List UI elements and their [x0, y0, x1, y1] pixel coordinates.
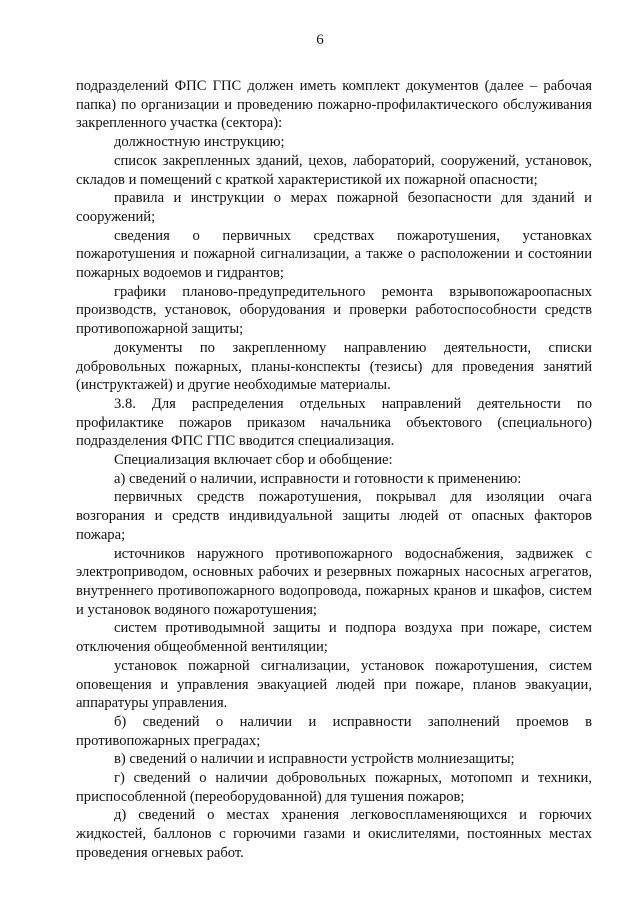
list-item-fire-safety-rules: правила и инструкции о мерах пожарной безопасности для зданий и сооружений;	[76, 190, 592, 225]
list-item-firefighting-means-info: сведения о первичных средствах пожаротушения, установках пожаротушения и пожарной сигнализации, а также о расположении и состоянии пожарных водоемов и гидрантов;	[76, 227, 592, 282]
sub-item-primary-means: первичных средств пожаротушения, покрывал для изоляции очага возгорания и средств индивидуальной защиты людей от опасных факторов пожара;	[76, 489, 592, 543]
list-item-activity-documents: документы по закрепленному направлению деятельности, списки добровольных пожарных, планы-конспекты (тезисы) для проведения занятий (инструктажей) и другие необходимые материалы.	[76, 339, 592, 394]
list-item-maintenance-schedules: графики планово-предупредительного ремонта взрывопожароопасных производств, установок, оборудования и проверки работоспособности средств противопожарной защиты;	[76, 283, 592, 338]
section-3-8: 3.8. Для распределения отдельных направлений деятельности по профилактике пожаров приказом начальника объектового (специального) подразделения ФПС ГПС вводится специализация.	[76, 395, 592, 450]
list-item-buildings-list: список закрепленных зданий, цехов, лабораторий, сооружений, установок, складов и помещений с краткой характеристикой их пожарной опасности;	[76, 152, 592, 188]
list-item-a: а) сведений о наличии, исправности и готовности к применению:	[114, 470, 522, 487]
paragraph-specialization: Специализация включает сбор и обобщение:	[114, 452, 393, 469]
list-item-b: б) сведений о наличии и исправности заполнений проемов в противопожарных преградах;	[76, 713, 592, 749]
sub-item-alarm-systems: установок пожарной сигнализации, установок пожаротушения, систем оповещения и управления эвакуацией людей при пожаре, планов эвакуации, аппаратуры управления.	[76, 657, 592, 712]
sub-item-water-supply: источников наружного противопожарного водоснабжения, задвижек с электроприводом, основных рабочих и резервных пожарных насосных агрегатов, внутреннего противопожарного водопровода, пожарных кранов и шкафов, систем и установок водяного пожаротушения;	[76, 545, 592, 618]
list-item-g: г) сведений о наличии добровольных пожарных, мотопомп и техники, приспособленной (переоборудованной) для тушения пожаров;	[76, 770, 592, 805]
page-number: 6	[316, 32, 324, 48]
list-item-v: в) сведений о наличии и исправности устройств молниезащиты;	[114, 751, 515, 768]
list-item-job-instruction: должностную инструкцию;	[114, 134, 285, 151]
sub-item-smoke-protection: систем противодымной защиты и подпора воздуха при пожаре, систем отключения общеобменной вентиляции;	[76, 620, 592, 656]
document-body	[76, 77, 592, 863]
list-item-d: д) сведений о местах хранения легковоспламеняющихся и горючих жидкостей, баллонов с горючими газами и окислителями, постоянных местах проведения огневых работ.	[76, 807, 592, 861]
paragraph-intro: подразделений ФПС ГПС должен иметь комплект документов (далее – рабочая папка) по организации и проведению пожарно-профилактического обслуживания закрепленного участка (сектора):	[76, 78, 592, 132]
